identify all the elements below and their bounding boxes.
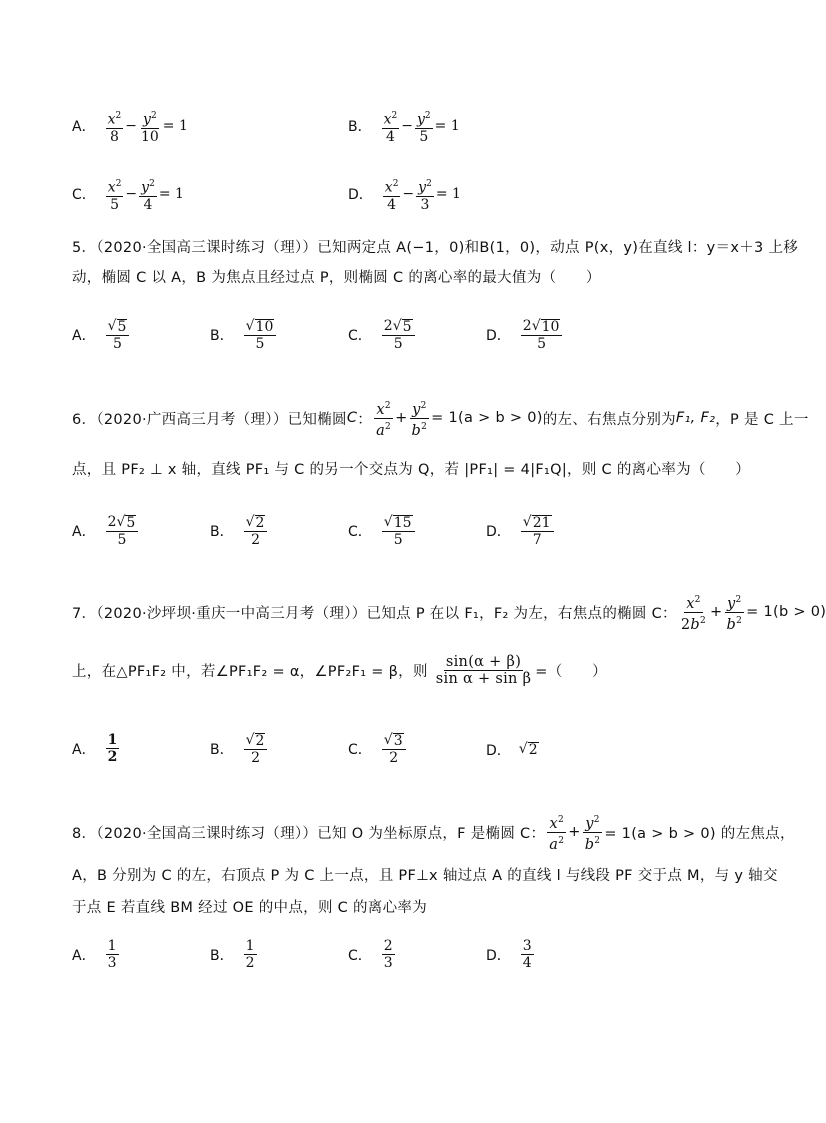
q6-stem-line2: 点，且 PF₂ ⊥ x 轴，直线 PF₁ 与 C 的另一个交点为 Q，若 |PF₁| = 4|F₁Q|，则 C 的离心率为（ ） — [72, 462, 751, 478]
option-label: D． — [348, 187, 373, 204]
q5-option-a: A． √ 5 5 — [72, 318, 131, 352]
fraction: √ 10 5 — [244, 318, 277, 352]
fraction: $\frac{1}{3}$ — [107, 938, 117, 971]
fraction: √ 5 5 — [106, 318, 130, 352]
fraction: $\frac{y^2}{4}$ — [139, 176, 157, 213]
q8-option-a: A． $\frac{1}{3}$ — [72, 938, 117, 971]
q4-option-d: D． $\frac{x^2}{4}$ − $\frac{y^2}{3}$ = 1 — [348, 176, 461, 213]
fraction: $\frac{3}{4}$ — [522, 938, 532, 971]
fraction: $\frac{x^2}{2b^2}$ — [679, 592, 708, 633]
fraction: $\frac{y^2}{b^2}$ — [583, 812, 603, 853]
q8-option-d: D． $\frac{3}{4}$ — [486, 938, 532, 971]
q8-option-b: B． $\frac{1}{2}$ — [210, 938, 255, 971]
fraction: $\frac{x^2}{4}$ — [383, 176, 401, 213]
fraction: √ 2 2 — [244, 732, 268, 766]
q8-stem-line3: 于点 E 若直线 BM 经过 OE 的中点，则 C 的离心率为 — [72, 900, 427, 916]
fraction: $\frac{y^2}{b^2}$ — [724, 592, 744, 633]
q5-stem-line2: 动，椭圆 C 以 A，B 为焦点且经过点 P，则椭圆 C 的离心率的最大值为（ ） — [72, 270, 601, 286]
fraction: √ 3 2 — [382, 732, 406, 766]
fraction: $\frac{y^2}{3}$ — [416, 176, 434, 213]
q8-option-c: C． $\frac{2}{3}$ — [348, 938, 393, 971]
fraction: $\frac{x^2}{a^2}$ — [547, 812, 566, 853]
q7-option-c: C． √ 3 2 — [348, 732, 408, 766]
fraction: 2 √ 5 5 — [382, 318, 415, 352]
q5-stem-line1: 5．（2020·全国高三课时练习（理））已知两定点 A(−1，0)和B(1，0)，动点 P(x，y)在直线 l：y＝x＋3 上移 — [72, 240, 799, 256]
q5-option-c: C． 2 √ 5 5 — [348, 318, 417, 352]
q6-option-c: C． √ 15 5 — [348, 514, 417, 548]
fraction: 2 √ 10 5 — [521, 318, 563, 352]
square-root: √ 2 — [518, 741, 538, 758]
q7-option-a: A． $\frac{1}{2}$ — [72, 732, 118, 765]
fraction: 2 √ 5 5 — [106, 514, 139, 548]
q8-stem-line2: A，B 分别为 C 的左，右顶点 P 为 C 上一点，且 PF⊥x 轴过点 A 的直线 l 与线段 PF 交于点 M，与 y 轴交 — [72, 868, 778, 884]
fraction: $\frac{x^2}{4}$ — [382, 108, 400, 145]
fraction: $\frac{x^2}{a^2}$ — [374, 398, 393, 439]
fraction: $\frac{y^2}{b^2}$ — [410, 398, 430, 439]
q4-option-a: A． $\frac{x^2}{8}$ − $\frac{y^2}{10}$ = 1 — [72, 108, 188, 145]
q6-stem-line1: 6．（2020·广西高三月考（理））已知椭圆 C ： $\frac{x^2}{a^2}$ + $\frac{y^2}{b^2}$ = 1(a > b > 0) 的左、右焦点分别为 F₁, F₂ ，P 是 C 上一 — [72, 398, 809, 439]
q7-option-b: B． √ 2 2 — [210, 732, 269, 766]
q4-option-c: C． $\frac{x^2}{5}$ − $\frac{y^2}{4}$ = 1 — [72, 176, 184, 213]
fraction: $\frac{1}{2}$ — [245, 938, 255, 971]
q7-stem-line2: 上，在△PF₁F₂ 中，若∠PF₁F₂ = α，∠PF₂F₁ = β，则 $\frac{\sin(\alpha + \beta)}{\text{sin α + sin β}}$ =（ ） — [72, 654, 607, 687]
fraction: $\frac{2}{3}$ — [383, 938, 393, 971]
q7-option-d: D． √ 2 — [486, 741, 538, 759]
fraction: √ 2 2 — [244, 514, 268, 548]
fraction: √ 21 7 — [521, 514, 554, 548]
fraction: $\frac{y^2}{10}$ — [139, 108, 161, 145]
q8-stem-line1: 8．（2020·全国高三课时练习（理））已知 O 为坐标原点，F 是椭圆 C： $\frac{x^2}{a^2}$ + $\frac{y^2}{b^2}$ = 1(a > b > 0) 的左焦点， — [72, 812, 795, 853]
q6-option-d: D． √ 21 7 — [486, 514, 556, 548]
q6-option-a: A． 2 √ 5 5 — [72, 514, 140, 548]
fraction: $\frac{x^2}{8}$ — [106, 108, 124, 145]
q5-option-b: B． √ 10 5 — [210, 318, 278, 352]
q4-option-b: B． $\frac{x^2}{4}$ − $\frac{y^2}{5}$ = 1 — [348, 108, 460, 145]
option-label: B． — [348, 119, 372, 136]
fraction: $\frac{x^2}{5}$ — [106, 176, 124, 213]
q6-option-b: B． √ 2 2 — [210, 514, 269, 548]
fraction: $\frac{\sin(\alpha + \beta)}{\text{sin α + sin β}}$ — [435, 654, 532, 687]
option-label: C． — [72, 187, 96, 204]
fraction: $\frac{y^2}{5}$ — [415, 108, 433, 145]
fraction: √ 15 5 — [382, 514, 415, 548]
q5-option-d: D． 2 √ 10 5 — [486, 318, 564, 352]
option-label: A． — [72, 119, 96, 136]
q7-stem-line1: 7．（2020·沙坪坝·重庆一中高三月考（理））已知点 P 在以 F₁，F₂ 为左，右焦点的椭圆 C： $\frac{x^2}{2b^2}$ + $\frac{y^2}{b^2}$ = 1(b > 0) — [72, 592, 826, 633]
fraction: $\frac{1}{2}$ — [107, 732, 118, 765]
